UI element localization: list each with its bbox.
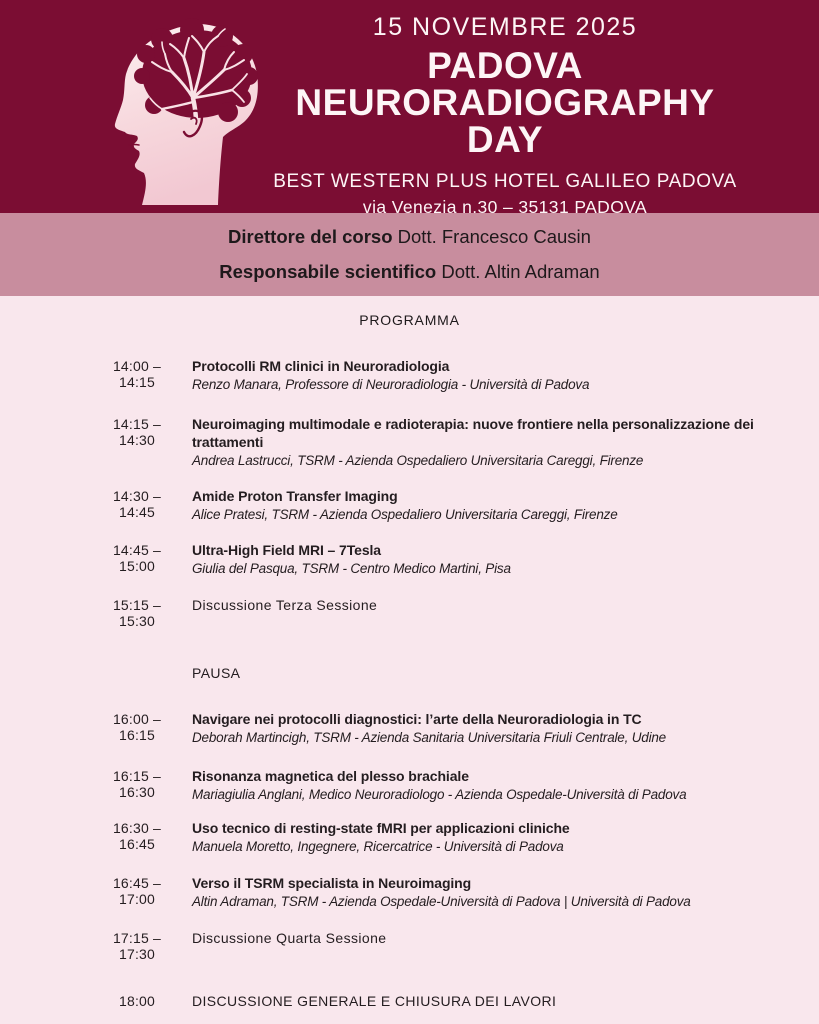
session-title: Discussione Terza Sessione xyxy=(192,597,378,613)
session-time: 16:00 – 16:15 xyxy=(112,711,162,743)
session-body xyxy=(192,487,758,523)
session-title: Risonanza magnetica del plesso brachiale xyxy=(192,768,469,784)
session-time: 14:45 – 15:00 xyxy=(112,542,162,574)
session-title: Navigare nei protocolli diagnostici: l’arte della Neuroradiologia in TC xyxy=(192,711,642,727)
session-title: Amide Proton Transfer Imaging xyxy=(192,488,398,504)
session-time: 14:15 – 14:30 xyxy=(112,416,162,448)
session-speaker: Mariagiulia Anglani, Medico Neuroradiologo - Azienda Ospedale-Università di Padova xyxy=(192,787,687,802)
session-title: DISCUSSIONE GENERALE E CHIUSURA DEI LAVORI xyxy=(192,993,557,1009)
event-title xyxy=(190,47,819,158)
session-title: Verso il TSRM specialista in Neuroimaging xyxy=(192,875,472,891)
course-director-line xyxy=(228,226,591,248)
session-title: Protocolli RM clinici in Neuroradiologia xyxy=(192,358,450,374)
session-title: Discussione Quarta Sessione xyxy=(192,930,387,946)
session-time: 15:15 – 15:30 xyxy=(112,597,162,629)
program-row xyxy=(97,929,819,962)
brain-head-logo xyxy=(92,12,270,208)
venue-address: via Venezia n.30 – 35131 PADOVA xyxy=(362,197,648,217)
program-heading: PROGRAMMA xyxy=(359,312,460,328)
organizers-band xyxy=(0,213,819,296)
session-time: 16:45 – 17:00 xyxy=(112,875,162,907)
course-director-label: Direttore del corso xyxy=(228,226,393,247)
program-row xyxy=(97,596,819,629)
session-speaker: Andrea Lastrucci, TSRM - Azienda Ospedaliero Universitaria Careggi, Firenze xyxy=(192,453,644,468)
header-text-block xyxy=(190,0,819,218)
session-body xyxy=(192,819,758,855)
program-row xyxy=(97,992,819,1010)
scientific-lead-line xyxy=(219,261,599,283)
program-row xyxy=(97,357,819,393)
session-title: PAUSA xyxy=(192,665,241,681)
header-banner xyxy=(0,0,819,217)
session-speaker: Manuela Moretto, Ingegnere, Ricercatrice - Università di Padova xyxy=(192,839,564,854)
session-time: 16:30 – 16:45 xyxy=(112,820,162,852)
event-title-line1: PADOVA xyxy=(427,45,583,86)
session-body xyxy=(192,415,758,469)
session-body xyxy=(192,992,758,1010)
session-body xyxy=(192,929,758,962)
session-title: Neuroimaging multimodale e radioterapia: nuove frontiere nella personalizzazione dei trattamenti xyxy=(192,416,754,450)
program-row xyxy=(97,767,819,803)
session-body xyxy=(192,664,758,682)
session-speaker: Alice Pratesi, TSRM - Azienda Ospedaliero Universitaria Careggi, Firenze xyxy=(192,507,618,522)
session-body xyxy=(192,767,758,803)
session-time: 18:00 xyxy=(118,993,156,1009)
program-row xyxy=(97,487,819,523)
session-title: Uso tecnico di resting-state fMRI per applicazioni cliniche xyxy=(192,820,570,836)
program-row xyxy=(97,710,819,746)
session-body xyxy=(192,874,758,910)
program-row xyxy=(97,664,819,682)
event-date: 15 NOVEMBRE 2025 xyxy=(372,13,638,41)
program-row xyxy=(97,819,819,855)
session-body xyxy=(192,357,758,393)
session-time: 16:15 – 16:30 xyxy=(112,768,162,800)
course-director-name: Dott. Francesco Causin xyxy=(397,226,591,247)
program-list xyxy=(97,357,819,1010)
scientific-lead-name: Dott. Altin Adraman xyxy=(441,261,600,282)
session-speaker: Renzo Manara, Professore di Neuroradiologia - Università di Padova xyxy=(192,377,590,392)
session-body xyxy=(192,541,758,577)
venue-name: BEST WESTERN PLUS HOTEL GALILEO PADOVA xyxy=(273,171,737,192)
program-row xyxy=(97,874,819,910)
scientific-lead-label: Responsabile scientifico xyxy=(219,261,437,282)
session-time: 17:15 – 17:30 xyxy=(112,930,162,962)
session-speaker: Deborah Martincigh, TSRM - Azienda Sanitaria Universitaria Friuli Centrale, Udine xyxy=(192,730,666,745)
session-time: 14:00 – 14:15 xyxy=(112,358,162,390)
session-body xyxy=(192,596,758,629)
program-section xyxy=(0,296,819,1010)
session-time: 14:30 – 14:45 xyxy=(112,488,162,520)
program-row xyxy=(97,541,819,577)
session-speaker: Altin Adraman, TSRM - Azienda Ospedale-Università di Padova | Università di Padova xyxy=(192,894,691,909)
session-speaker: Giulia del Pasqua, TSRM - Centro Medico Martini, Pisa xyxy=(192,561,511,576)
program-row xyxy=(97,415,819,469)
session-body xyxy=(192,710,758,746)
session-title: Ultra-High Field MRI – 7Tesla xyxy=(192,542,381,558)
session-time xyxy=(97,664,177,682)
event-title-line3: DAY xyxy=(466,119,544,160)
event-title-line2: NEURORADIOGRAPHY xyxy=(295,82,715,123)
